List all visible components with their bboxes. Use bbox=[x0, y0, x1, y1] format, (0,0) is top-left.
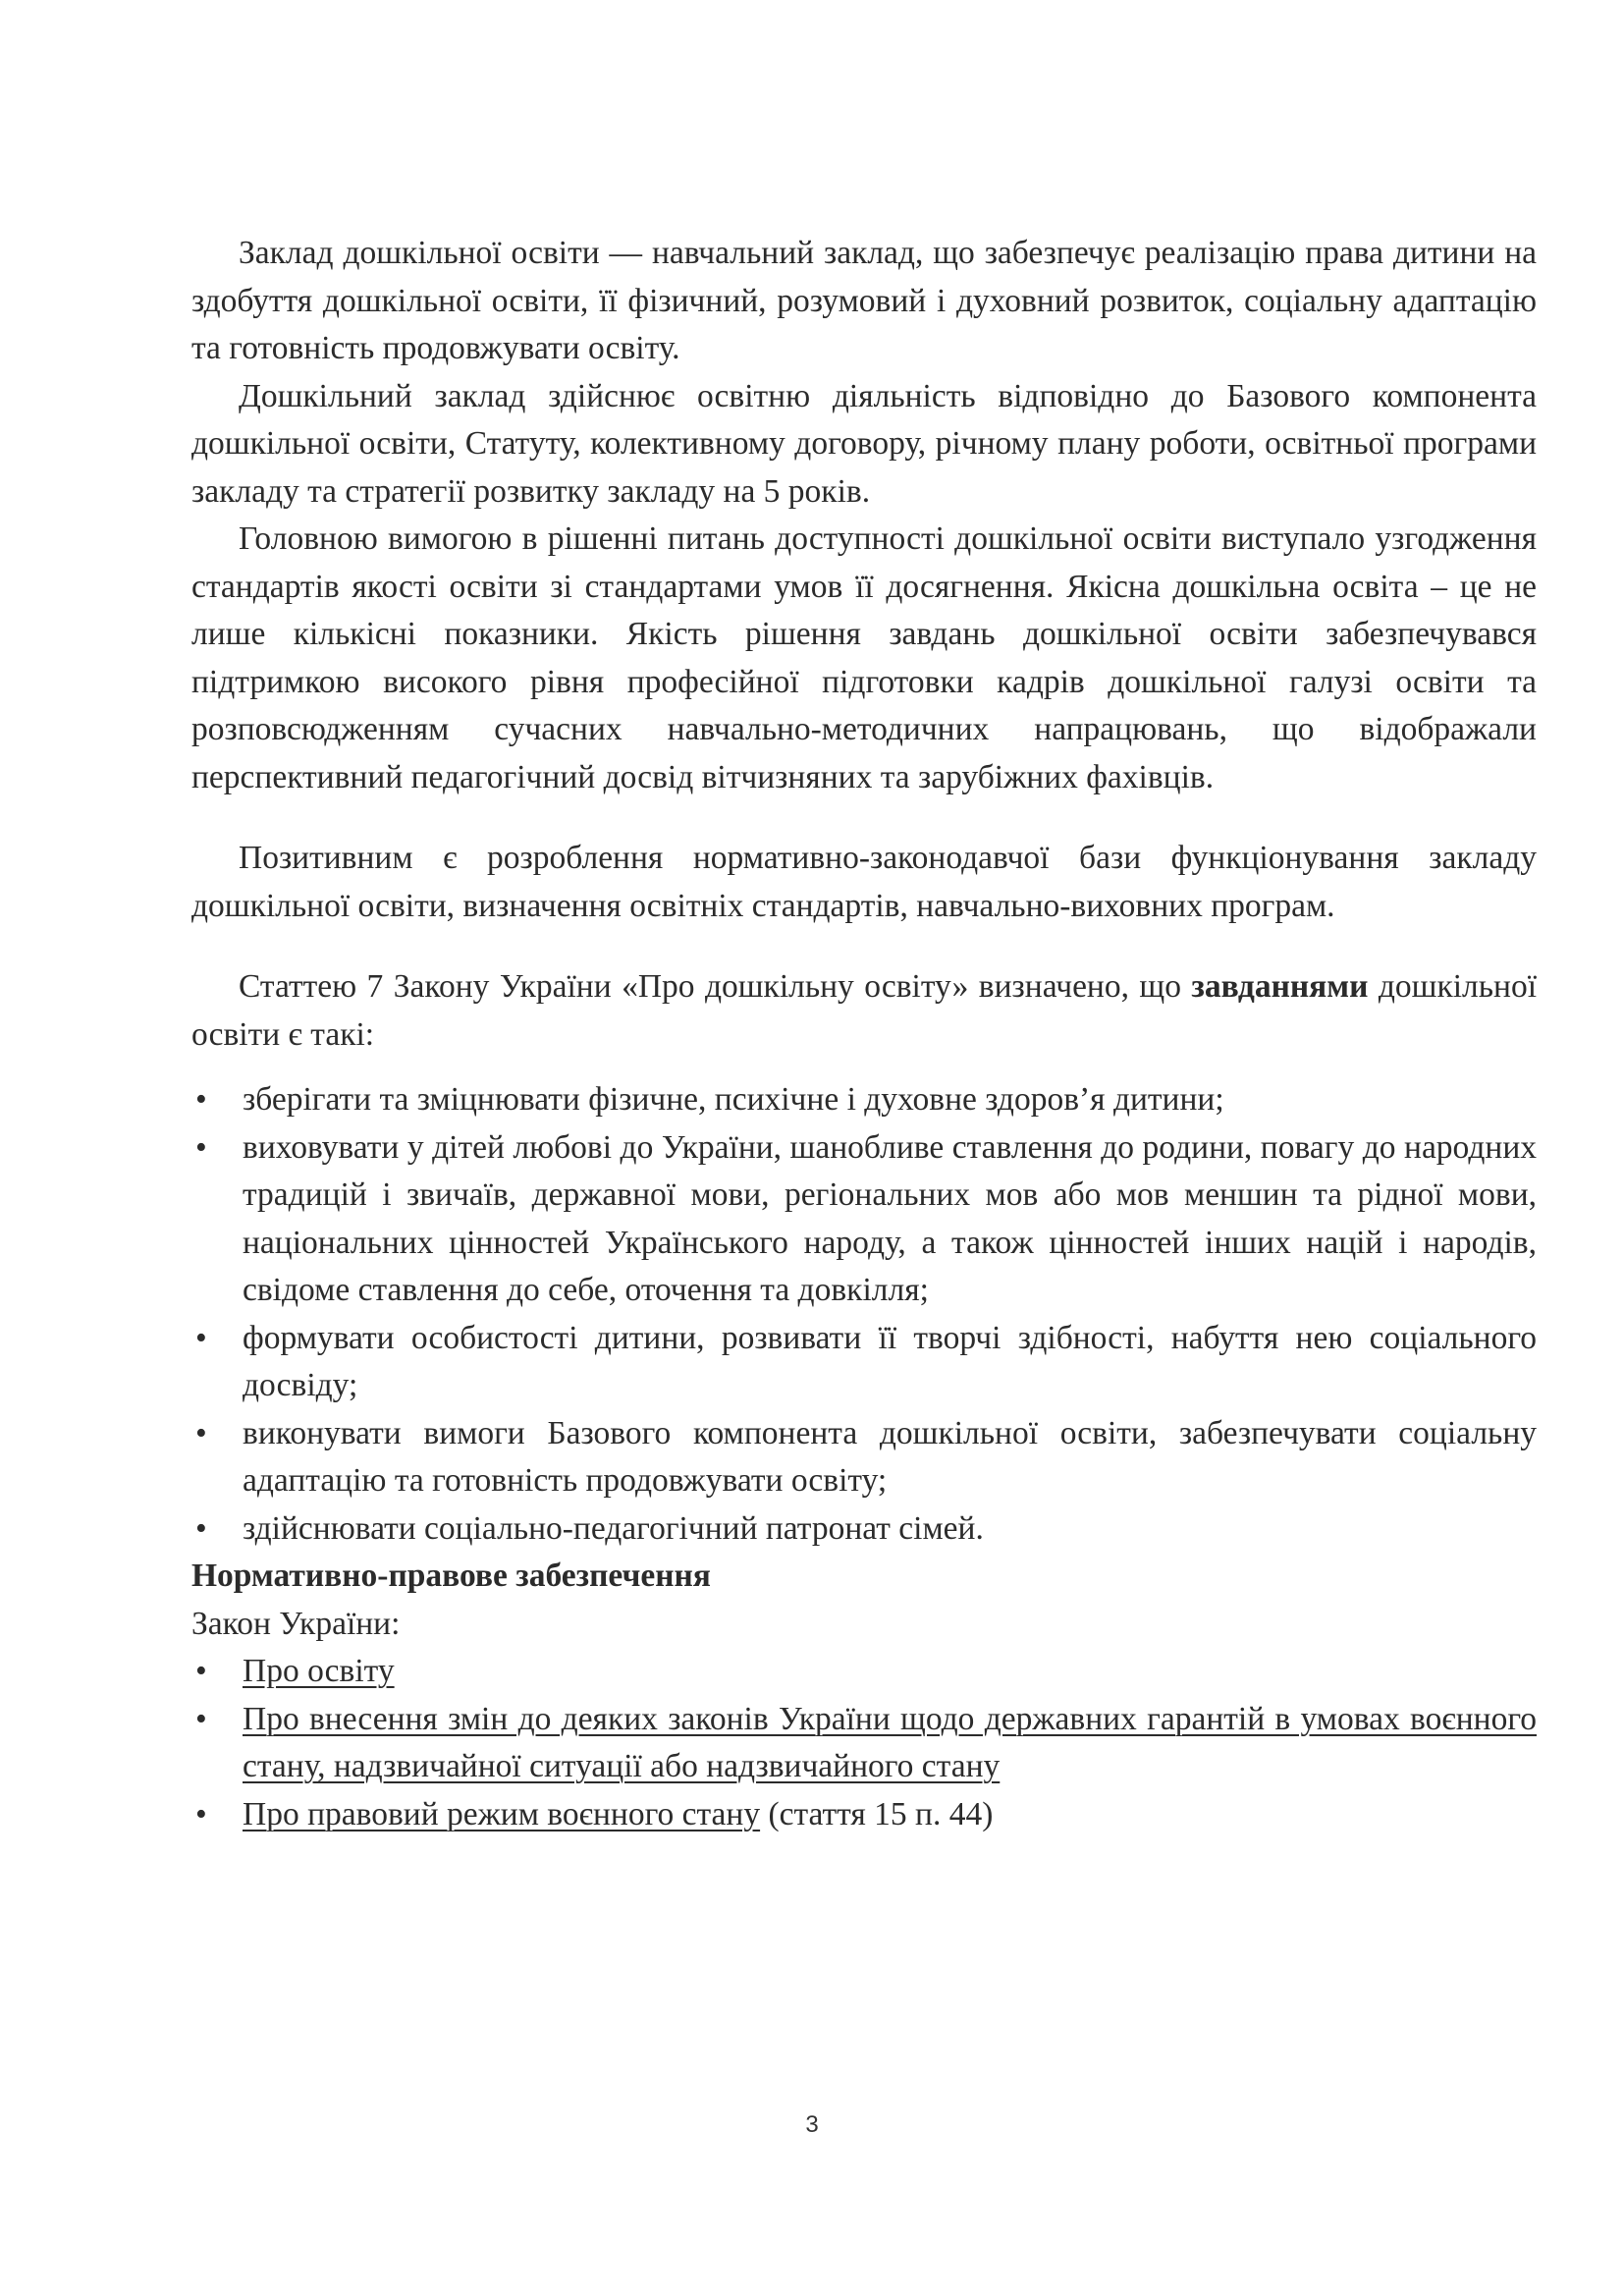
laws-list bbox=[191, 1648, 1537, 1838]
law-item bbox=[191, 1648, 1537, 1696]
law-item bbox=[191, 1696, 1537, 1791]
paragraph-quality: Головною вимогою в рішенні питань доступності дошкільної освіти виступало узгодження стандартів якості освіти зі стандартами умов її досягнення. Якісна дошкільна освіта – це не лише кількісні показники. Якість рішення завдань дошкільної освіти забезпечувався підтримкою високого рівня професійної підготовки кадрів дошкільної галузі освіти та розповсюдженням сучасних навчально-методичних напрацювань, що відображали перспективний педагогічний досвід вітчизняних та зарубіжних фахівців. bbox=[191, 520, 1537, 795]
page-number: 3 bbox=[805, 2111, 819, 2138]
list-item: • виховувати у дітей любові до України, шанобливе ставлення до родини, повагу до народних традицій і звичаїв, державної мови, регіональних мов або мов меншин та рідної мови, національних цінностей Українського народу, а також цінностей інших націй і народів, свідоме ставлення до себе, оточення та довкілля; bbox=[191, 1124, 1537, 1315]
law-link-guarantees[interactable]: Про внесення змін до деяких законів України щодо державних гарантій в умовах воєнного стану, надзвичайної ситуації або надзвичайного стану bbox=[243, 1700, 1537, 1784]
article-7-bold-term: завданнями bbox=[1191, 968, 1369, 1005]
paragraph-activity: Дошкільний заклад здійснює освітню діяльність відповідно до Базового компонента дошкільної освіти, Статуту, колективному договору, річному плану роботи, освітньої програми закладу та стратегії розвитку закладу на 5 років. bbox=[191, 377, 1537, 510]
paragraph-definition: Заклад дошкільної освіти — навчальний заклад, що забезпечує реалізацію права дитини на здобуття дошкільної освіти, її фізичний, розумовий і духовний розвиток, соціальну адаптацію та готовність продовжувати освіту. bbox=[191, 235, 1537, 366]
tasks-list bbox=[191, 1076, 1537, 1553]
list-item: • зберігати та зміцнювати фізичне, психічне і духовне здоров’я дитини; bbox=[191, 1076, 1537, 1124]
article-7-text-end: дошкільної освіти є такі: bbox=[191, 968, 1538, 1053]
paragraph-positive: Позитивним є розроблення нормативно-законодавчої бази функціонування закладу дошкільної освіти, визначення освітніх стандартів, навчально-виховних програм. bbox=[191, 840, 1537, 924]
law-note: (стаття 15 п. 44) bbox=[760, 1795, 994, 1832]
list-item: • здійснювати соціально-педагогічний патронат сімей. bbox=[191, 1505, 1537, 1554]
list-item: • формувати особистості дитини, розвивати її творчі здібності, набуття нею соціального досвіду; bbox=[191, 1315, 1537, 1410]
law-link-education[interactable]: Про освіту bbox=[243, 1653, 395, 1689]
article-7-text: Статтею 7 Закону України «Про дошкільну освіту» визначено, що bbox=[239, 968, 1192, 1005]
list-item: • виконувати вимоги Базового компонента дошкільної освіти, забезпечувати соціальну адаптацію та готовність продовжувати освіту; bbox=[191, 1410, 1537, 1505]
law-item bbox=[191, 1791, 1537, 1839]
law-link-martial-law[interactable]: Про правовий режим воєнного стану bbox=[243, 1795, 761, 1832]
paragraph-article-7 bbox=[191, 963, 1537, 1059]
document-page bbox=[191, 230, 1537, 1838]
laws-intro: Закон України: bbox=[191, 1605, 401, 1642]
section-heading: Нормативно-правове забезпечення bbox=[191, 1558, 711, 1594]
